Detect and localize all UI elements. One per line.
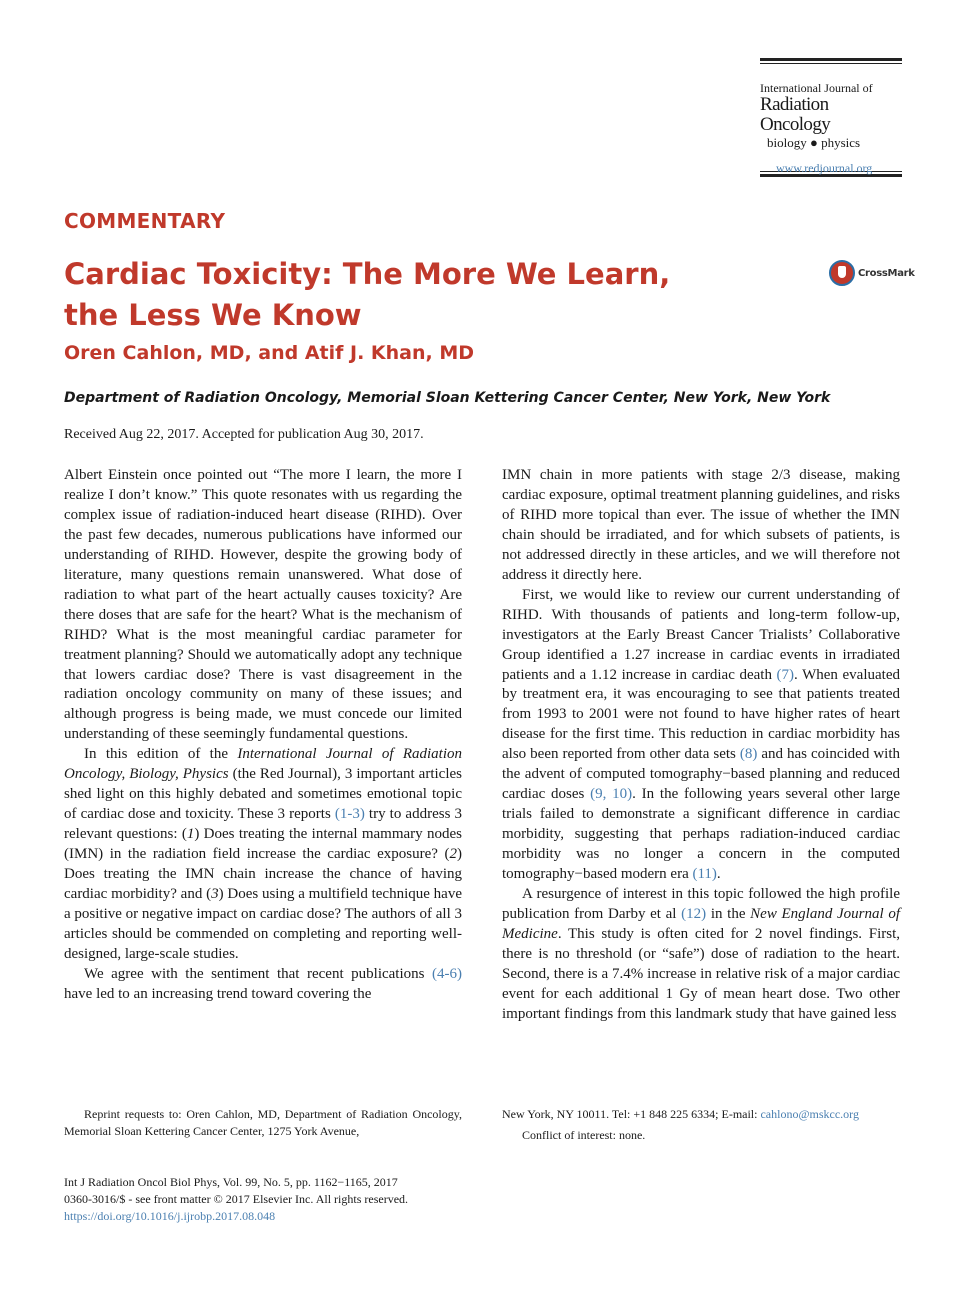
paragraph: We agree with the sentiment that recent publications (4-6) have led to an increasing trend toward covering the <box>64 965 462 1002</box>
authors: Oren Cahlon, MD, and Atif J. Khan, MD <box>64 342 475 364</box>
journal-masthead <box>760 58 902 177</box>
title-line-2: the Less We Know <box>64 298 362 332</box>
citation-line-1: Int J Radiation Oncol Biol Phys, Vol. 99, No. 5, pp. 1162−1165, 2017 <box>64 1175 398 1189</box>
journal-name-line1: International Journal of <box>760 81 873 95</box>
journal-name-inline: New England Journal of Medicine <box>502 905 900 942</box>
article-title <box>64 254 684 336</box>
crossmark-label: CrossMark <box>858 267 915 279</box>
paragraph: First, we would like to review our current understanding of RIHD. With thousands of patients and long-term follow-up, investigators at the Early Breast Cancer Trialists’ Collaborative Group identified a 1.27 increase in cardiac events in irradiated patients and a 1.12 increase in cardiac death (7). When evaluated by treatment era, it was encouraging to see that patients treated from 1993 to 2001 were not found to have higher rates of heart disease for the first time. This reduction in cardiac morbidity has also been reported from other data sets (8) and has coincided with the advent of computed tomography−based planning and reduced cardiac doses (9, 10). In the following years several other large trials failed to demonstrate a significant difference in cardiac morbidity, suggesting that perhaps radiation-induced cardiac morbidity was no longer a concern in the computed tomography−based modern era (11). <box>502 586 900 883</box>
crossmark-icon <box>829 260 855 286</box>
reference-link[interactable]: (7) <box>776 666 795 683</box>
reference-link[interactable]: (4-6) <box>432 965 462 982</box>
footnote-reprint: Reprint requests to: Oren Cahlon, MD, Department of Radiation Oncology, Memorial Sloan Kettering Cancer Center, 1275 York Avenue, <box>64 1107 462 1138</box>
section-label: COMMENTARY <box>64 209 226 233</box>
body-column-left <box>64 466 462 1005</box>
received-dates: Received Aug 22, 2017. Accepted for publication Aug 30, 2017. <box>64 427 424 442</box>
paragraph: IMN chain in more patients with stage 2/3 disease, making cardiac exposure, optimal treatment planning guidelines, and risks of RIHD more topical than ever. The issue of whether the IMN chain should be irradiated, and for which subsets of patients, is not addressed directly in these articles, and we will therefore not address it directly here. <box>502 467 900 583</box>
paragraph: In this edition of the International Journal of Radiation Oncology, Biology, Physics (the Red Journal), 3 important articles shed light on this highly debated and sometimes emotional topic of cardiac dose and toxicity. These 3 reports (1-3) try to address 3 relevant questions: (1) Does treating the internal mammary nodes (IMN) in the radiation field increase the cardiac exposure? (2) Does treating the IMN chain increase the chance of having cardiac morbidity? and (3) Does using a multifield technique have a positive or negative impact on cardiac dose? The authors of all 3 articles should be commended on completing and reporting well-designed, large-scale studies. <box>64 746 462 962</box>
conflict-of-interest: Conflict of interest: none. <box>522 1128 646 1142</box>
citation-line-2: 0360-3016/$ - see front matter © 2017 Elsevier Inc. All rights reserved. <box>64 1192 409 1206</box>
journal-name-line2: Radiation Oncology <box>760 94 831 135</box>
affiliation: Department of Radiation Oncology, Memorial Sloan Kettering Cancer Center, New York, New York <box>64 390 831 406</box>
footnote-contact: New York, NY 10011. Tel: +1 848 225 6334; E-mail: cahlono@mskcc.org Conflict of interest: none. <box>502 1106 900 1144</box>
paragraph: A resurgence of interest in this topic followed the high profile publication from Darby et al (12) in the New England Journal of Medicine. This study is often cited for 2 novel findings. First, there is no threshold (or “safe”) dose of radiation to the heart. Second, there is a 7.4% increase in relative risk of a major cardiac event for each additional 1 Gy of mean heart dose. Two other important findings from this landmark study that have gained less <box>502 886 900 1022</box>
citation-info <box>64 1174 408 1225</box>
paragraph: Albert Einstein once pointed out “The more I learn, the more I realize I don’t know.” This quote resonates with us regarding the complex issue of radiation-induced heart disease (RIHD). Over the past few decades, numerous publications have informed our understanding of RIHD. However, despite the growing body of literature, many questions remain unanswered. What dose of radiation to what part of the heart actually causes toxicity? Are there doses that are safe for the heart? What is the mechanism of RIHD? What is the most meaningful cardiac parameter for treatment planning? Should we automatically adopt any technique that lowers cardiac dose? There is vast disagreement in the radiation oncology community on many of these issues; and although progress is being made, we must concede our limited understanding of these seemingly fundamental questions. <box>64 467 462 743</box>
reference-link[interactable]: (8) <box>739 746 758 763</box>
reference-link[interactable]: (9, 10) <box>590 786 633 803</box>
reference-link[interactable]: (12) <box>681 905 707 922</box>
journal-name-inline: International Journal of Radiation Oncology, Biology, Physics <box>64 746 462 783</box>
crossmark-badge[interactable] <box>829 260 915 286</box>
reference-link[interactable]: (11) <box>692 866 717 883</box>
email-link[interactable]: cahlono@mskcc.org <box>760 1107 859 1121</box>
journal-name-line3: biology ● physics <box>767 135 861 150</box>
masthead-top-rule <box>760 58 902 61</box>
title-line-1: Cardiac Toxicity: The More We Learn, <box>64 257 671 291</box>
masthead-top-rule-thin <box>760 63 902 64</box>
reference-link[interactable]: (1-3) <box>334 806 365 823</box>
journal-url[interactable]: www.redjournal.org <box>776 161 873 175</box>
doi-link[interactable]: https://doi.org/10.1016/j.ijrobp.2017.08.048 <box>64 1209 276 1223</box>
body-column-right <box>502 466 900 1025</box>
